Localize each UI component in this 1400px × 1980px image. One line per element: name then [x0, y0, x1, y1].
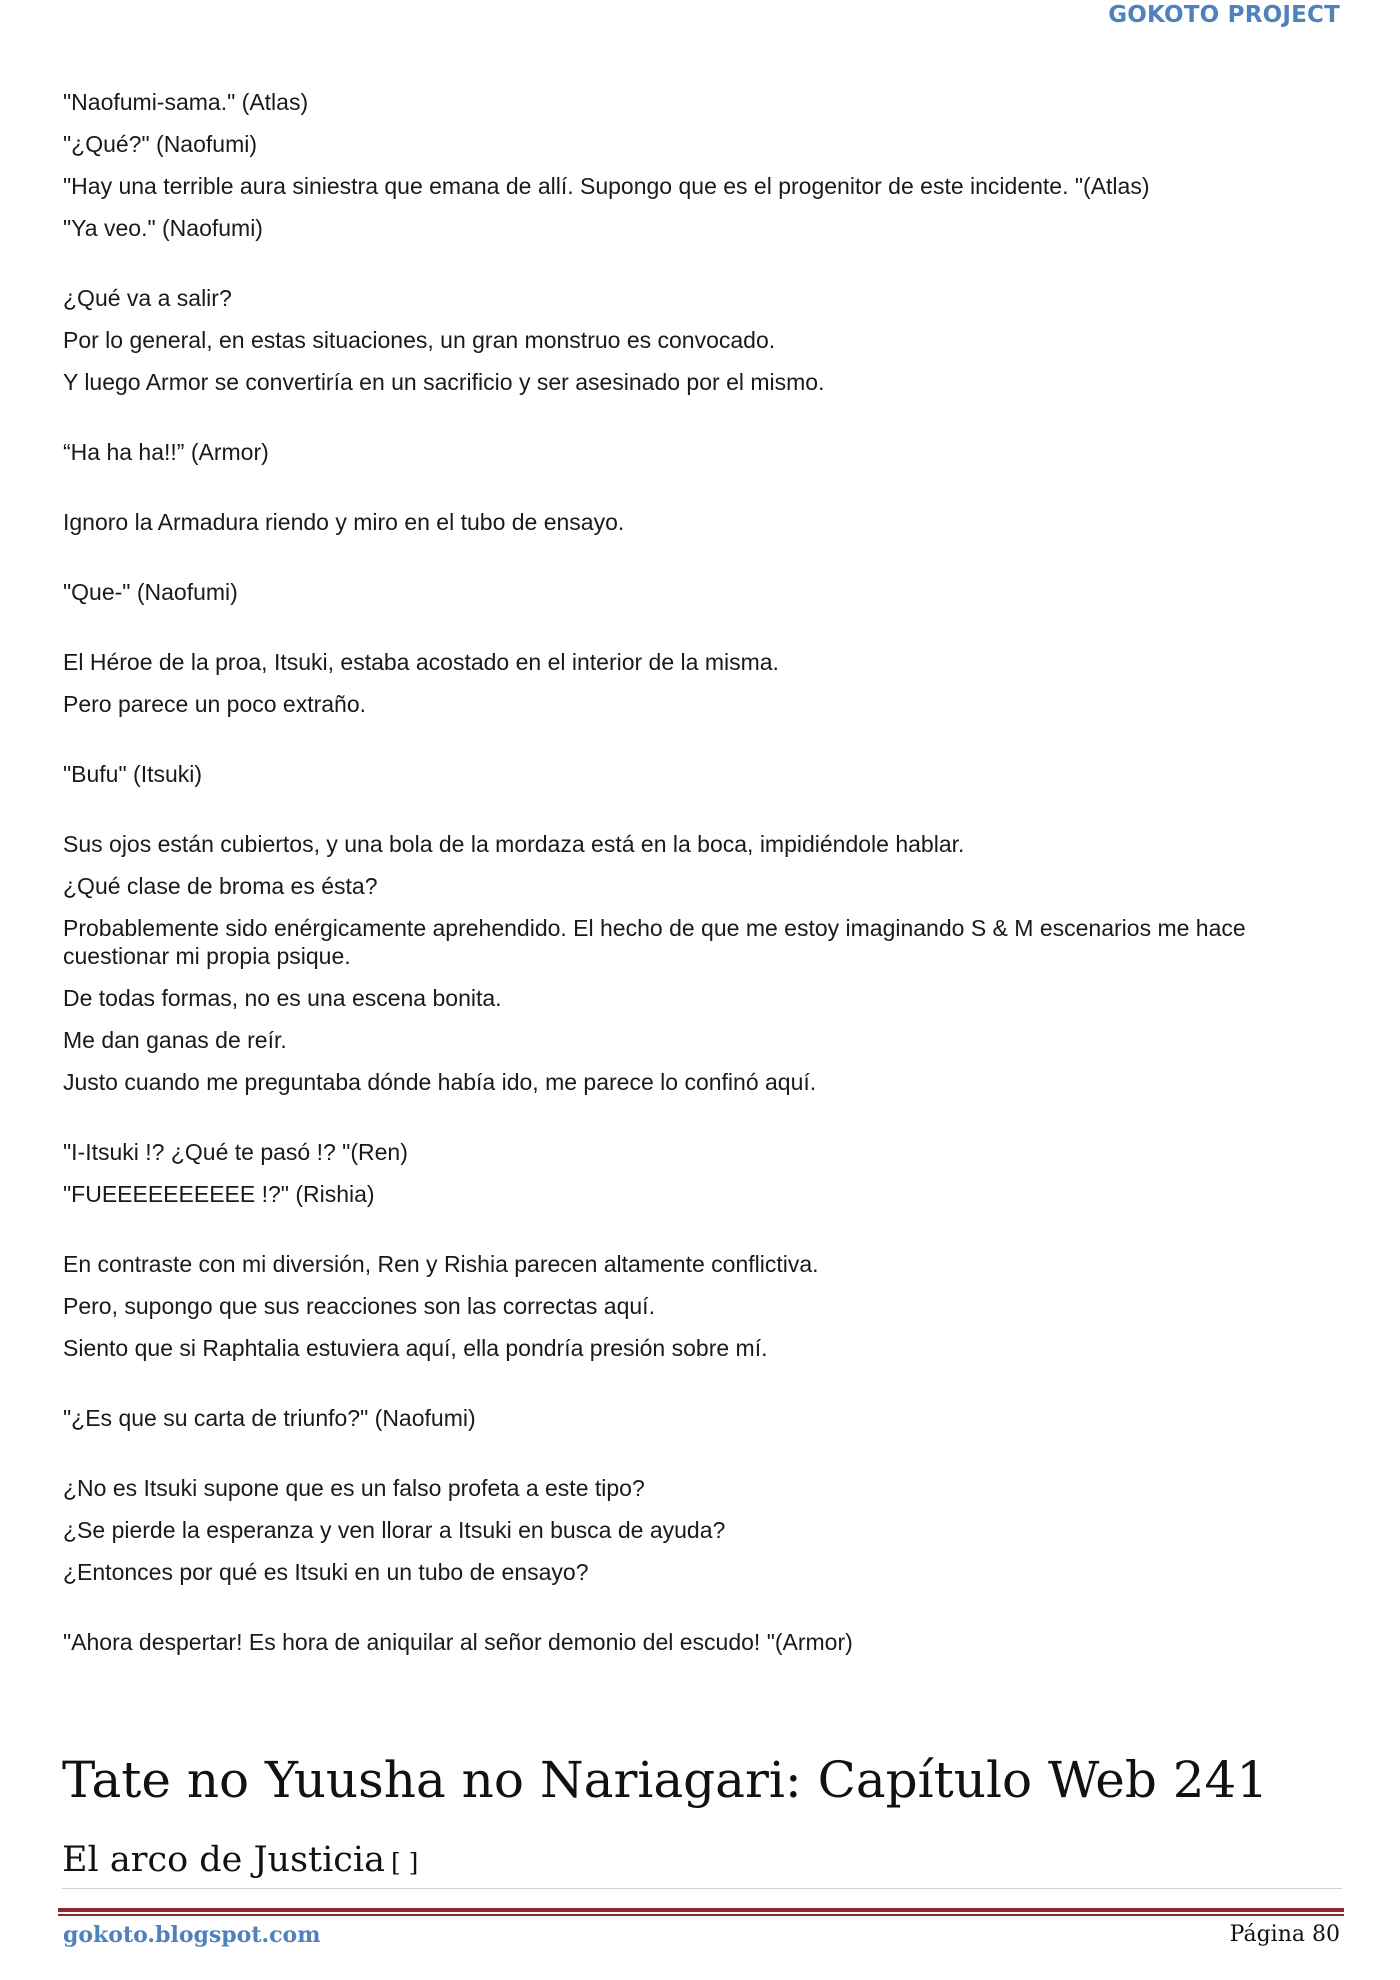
paragraph-gap [63, 802, 1343, 830]
paragraph: Por lo general, en estas situaciones, un gran monstruo es convocado. [63, 327, 776, 353]
paragraph: ¿Se pierde la esperanza y ven llorar a Itsuki en busca de ayuda? [63, 1517, 726, 1543]
chapter-subtitle-text: El arco de Justicia [62, 1840, 385, 1880]
paragraph: "I-Itsuki !? ¿Qué te pasó !? "(Ren) [63, 1139, 408, 1165]
paragraph-gap [63, 732, 1343, 760]
paragraph: Pero, supongo que sus reacciones son las correctas aquí. [63, 1293, 655, 1319]
paragraph-gap [63, 1600, 1343, 1628]
paragraph-gap [63, 256, 1343, 284]
paragraph: “Ha ha ha!!” (Armor) [63, 439, 269, 465]
title-underline [62, 1888, 1342, 1889]
paragraph: ¿Qué clase de broma es ésta? [63, 873, 378, 899]
chapter-subtitle [62, 1838, 418, 1885]
body-text [63, 88, 1343, 1670]
paragraph: ¿No es Itsuki supone que es un falso profeta a este tipo? [63, 1475, 645, 1501]
paragraph: "¿Qué?" (Naofumi) [63, 131, 257, 157]
paragraph: ¿Entonces por qué es Itsuki en un tubo de ensayo? [63, 1559, 589, 1585]
paragraph: Ignoro la Armadura riendo y miro en el tubo de ensayo. [63, 509, 625, 535]
paragraph: "Que-" (Naofumi) [63, 579, 238, 605]
paragraph-gap [63, 550, 1343, 578]
paragraph: "Bufu" (Itsuki) [63, 761, 203, 787]
paragraph-gap [63, 1110, 1343, 1138]
paragraph: En contraste con mi diversión, Ren y Rishia parecen altamente conflictiva. [63, 1251, 819, 1277]
paragraph: "¿Es que su carta de triunfo?" (Naofumi) [63, 1405, 476, 1431]
paragraph-gap [63, 1446, 1343, 1474]
footer-rule-thin [58, 1914, 1344, 1916]
paragraph: El Héroe de la proa, Itsuki, estaba acostado en el interior de la misma. [63, 649, 779, 675]
paragraph-gap [63, 1376, 1343, 1404]
page-number: Página 80 [1229, 1922, 1340, 1947]
paragraph: Y luego Armor se convertiría en un sacrificio y ser asesinado por el mismo. [63, 369, 825, 395]
paragraph-gap [63, 620, 1343, 648]
chapter-subtitle-bracket: [ ] [390, 1848, 419, 1877]
paragraph: Sus ojos están cubiertos, y una bola de la mordaza está en la boca, impidiéndole hablar. [63, 831, 965, 857]
paragraph: "Naofumi-sama." (Atlas) [63, 89, 309, 115]
footer-rule-thick [58, 1908, 1344, 1912]
footer-site: gokoto.blogspot.com [63, 1922, 321, 1948]
paragraph-gap [63, 480, 1343, 508]
chapter-title: Tate no Yuusha no Nariagari: Capítulo Web 241 [62, 1751, 1269, 1809]
paragraph: Siento que si Raphtalia estuviera aquí, ella pondría presión sobre mí. [63, 1335, 768, 1361]
paragraph: "FUEEEEEEEEEE !?" (Rishia) [63, 1181, 375, 1207]
paragraph: Justo cuando me preguntaba dónde había ido, me parece lo confinó aquí. [63, 1069, 817, 1095]
paragraph-gap [63, 410, 1343, 438]
paragraph-gap [63, 1222, 1343, 1250]
paragraph: Me dan ganas de reír. [63, 1027, 287, 1053]
paragraph: "Hay una terrible aura siniestra que emana de allí. Supongo que es el progenitor de este incidente. "(Atlas) [63, 173, 1150, 199]
paragraph: Pero parece un poco extraño. [63, 691, 367, 717]
header-brand: GOKOTO PROJECT [1108, 2, 1340, 28]
footer-rule [58, 1908, 1344, 1917]
paragraph: Probablemente sido enérgicamente aprehendido. El hecho de que me estoy imaginando S & M escenarios me hace cuestionar mi propia psique. [63, 915, 1246, 969]
paragraph: De todas formas, no es una escena bonita. [63, 985, 502, 1011]
paragraph: "Ya veo." (Naofumi) [63, 215, 263, 241]
paragraph: ¿Qué va a salir? [63, 285, 232, 311]
paragraph: "Ahora despertar! Es hora de aniquilar al señor demonio del escudo! "(Armor) [63, 1629, 853, 1655]
